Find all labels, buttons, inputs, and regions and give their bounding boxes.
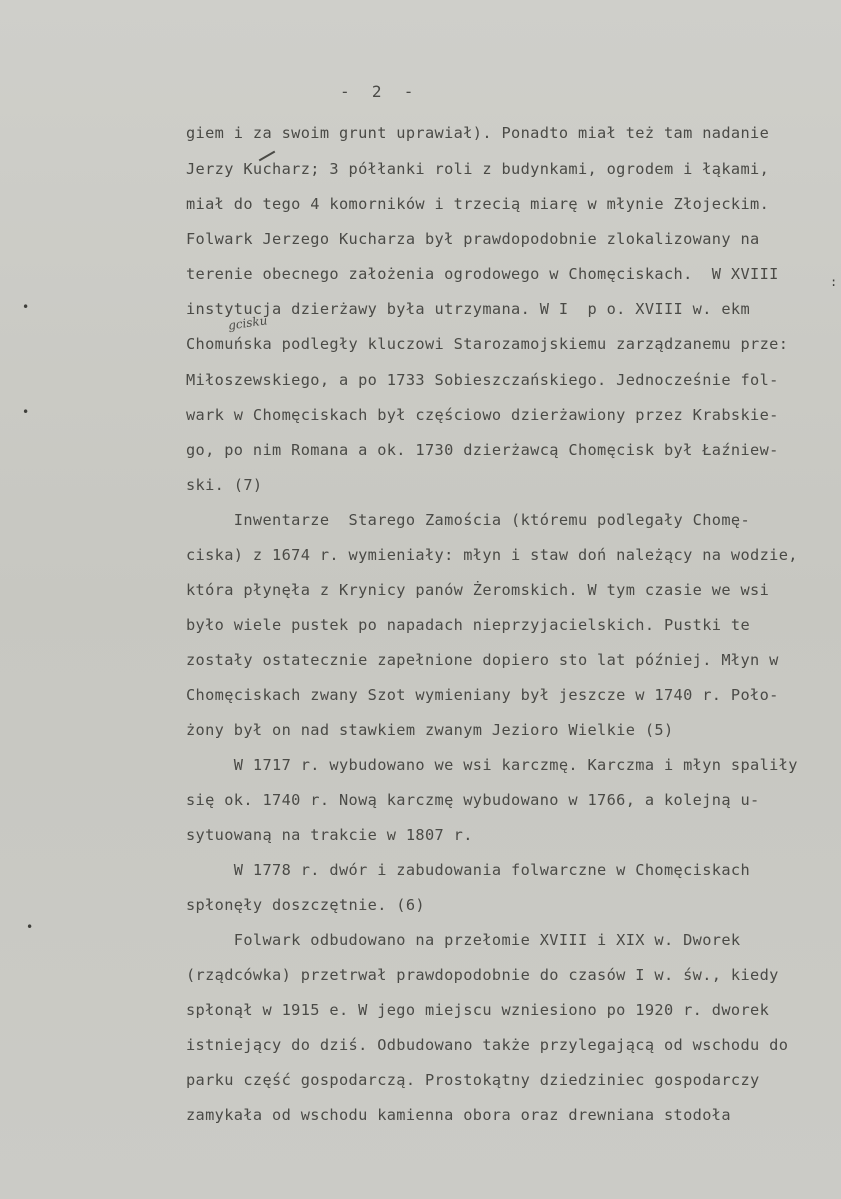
text-line: go, po nim Romana a ok. 1730 dzierżawcą Chomęcisk był Łaźniew-: [186, 441, 779, 459]
text-line: Inwentarze Starego Zamościa (któremu podlegały Chomę-: [186, 511, 751, 529]
text-line: spłonął w 1915 e. W jego miejscu wzniesiono po 1920 r. dworek: [186, 1001, 770, 1019]
text-line: ski. (7): [186, 476, 263, 494]
text-line: terenie obecnego założenia ogrodowego w Chomęciskach. W XVIII: [186, 265, 779, 283]
text-line: wark w Chomęciskach był częściowo dzierżawiony przez Krabskie-: [186, 406, 779, 424]
text-line: Folwark Jerzego Kucharza był prawdopodobnie zlokalizowany na: [186, 230, 760, 248]
text-line: W 1717 r. wybudowano we wsi karczmę. Karczma i młyn spaliły: [186, 756, 798, 774]
text-line: (rządcówka) przetrwał prawdopodobnie do czasów I w. św., kiedy: [186, 966, 779, 984]
text-line: Folwark odbudowano na przełomie XVIII i XIX w. Dworek: [186, 931, 741, 949]
text-line: żony był on nad stawkiem zwanym Jezioro Wielkie (5): [186, 721, 674, 739]
text-line: spłonęły doszczętnie. (6): [186, 896, 425, 914]
page-number: - 2 -: [340, 82, 415, 101]
left-margin-mark: •: [22, 300, 30, 314]
text-line: giem i za swoim grunt uprawiał). Ponadto miał też tam nadanie: [186, 124, 770, 142]
left-margin-mark: •: [22, 405, 30, 419]
handwritten-note: gcisku: [227, 313, 269, 333]
text-line: się ok. 1740 r. Nową karczmę wybudowano w 1766, a kolejną u-: [186, 791, 760, 809]
text-line: parku część gospodarczą. Prostokątny dziedziniec gospodarczy: [186, 1071, 760, 1089]
text-line: W 1778 r. dwór i zabudowania folwarczne w Chomęciskach: [186, 861, 751, 879]
right-margin-mark: :: [830, 275, 838, 289]
text-line: Jerzy Kucharz; 3 półłanki roli z budynkami, ogrodem i łąkami,: [186, 160, 770, 178]
text-line: miał do tego 4 komorników i trzecią miarę w młynie Złojeckim.: [186, 195, 770, 213]
text-line: która płynęła z Krynicy panów Żeromskich. W tym czasie we wsi: [186, 581, 770, 599]
text-line: zamykała od wschodu kamienna obora oraz drewniana stodoła: [186, 1106, 731, 1124]
left-margin-mark: •: [26, 920, 34, 934]
text-line: ciska) z 1674 r. wymieniały: młyn i staw doń należący na wodzie,: [186, 546, 798, 564]
text-line: istniejący do dziś. Odbudowano także przylegającą od wschodu do: [186, 1036, 789, 1054]
text-line: instytucja dzierżawy była utrzymana. W I p o. XVIII w. ekm: [186, 300, 751, 318]
text-line: było wiele pustek po napadach nieprzyjacielskich. Pustki te: [186, 616, 751, 634]
text-line: Chomęciskach zwany Szot wymieniany był jeszcze w 1740 r. Poło-: [186, 686, 779, 704]
text-line: Miłoszewskiego, a po 1733 Sobieszczańskiego. Jednocześnie fol-: [186, 371, 779, 389]
text-line: Chomuńska podległy kluczowi Starozamojskiemu zarządzanemu prze:: [186, 335, 789, 353]
text-line: sytuowaną na trakcie w 1807 r.: [186, 826, 473, 844]
text-line: zostały ostatecznie zapełnione dopiero sto lat później. Młyn w: [186, 651, 779, 669]
